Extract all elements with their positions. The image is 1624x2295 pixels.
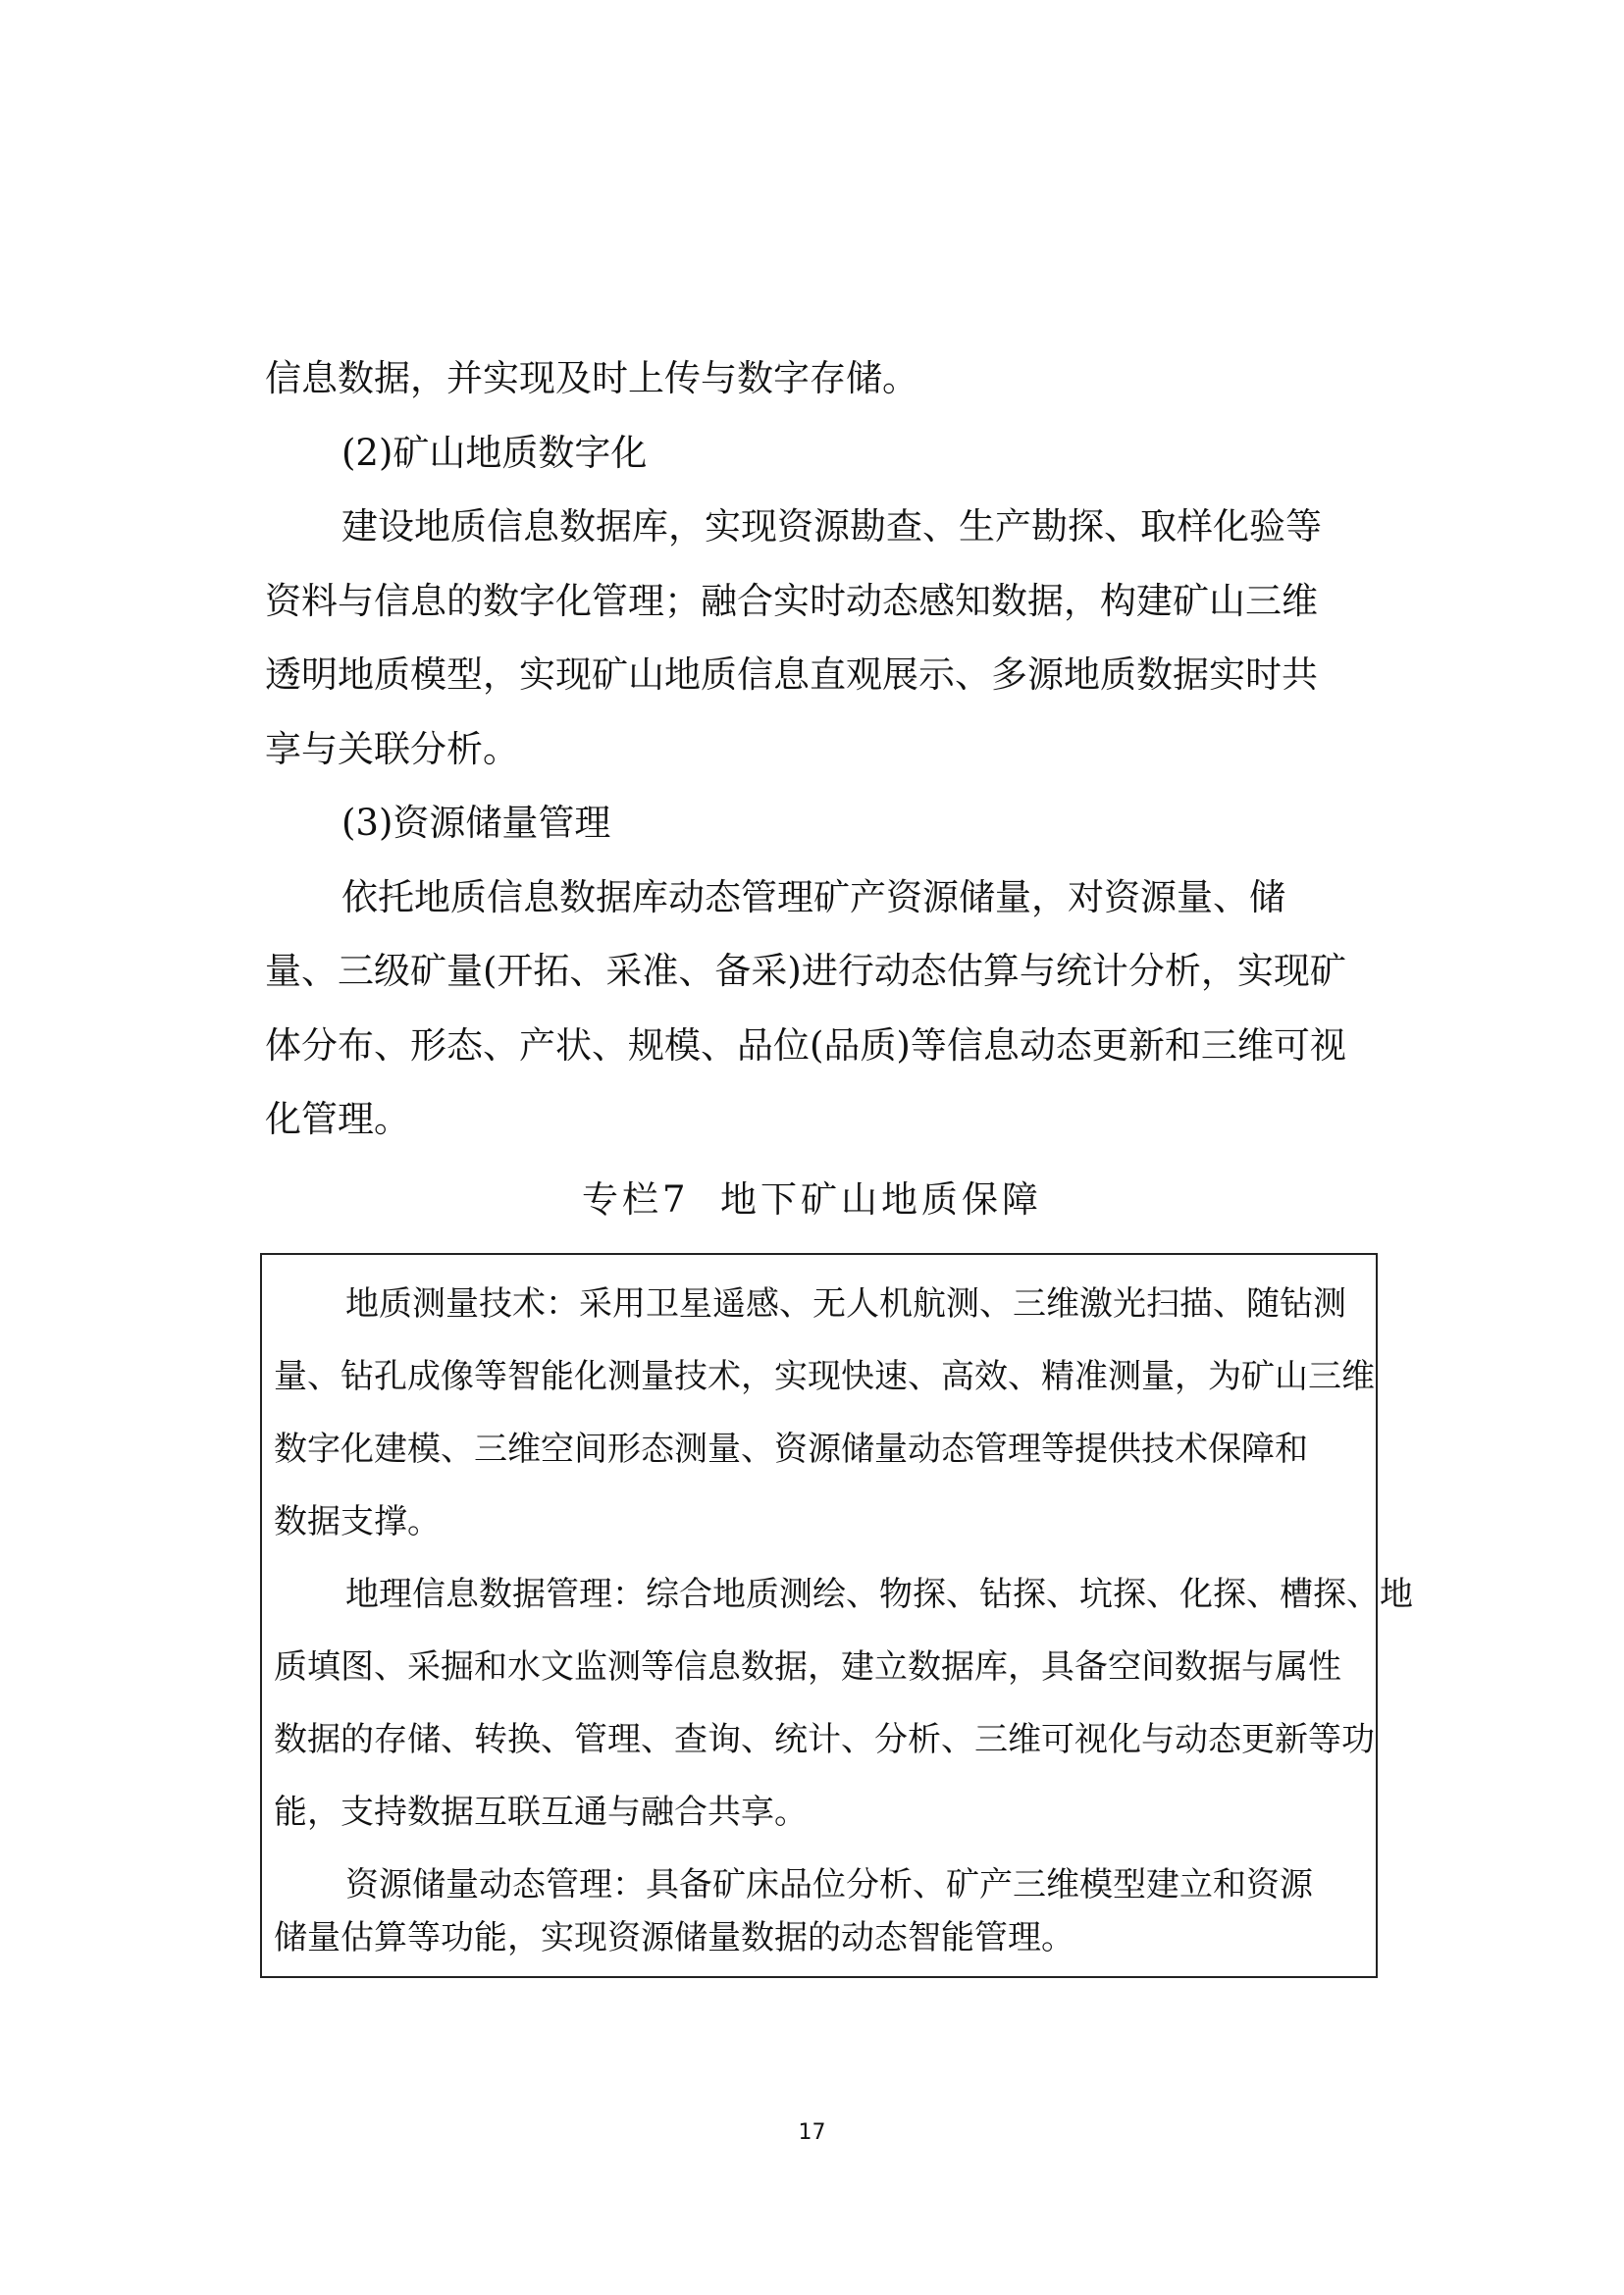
paragraph-line: 享与关联分析。 [265,728,519,770]
box-paragraph-line: 量、钻孔成像等智能化测量技术，实现快速、高效、精准测量，为矿山三维 [274,1357,1375,1396]
box-paragraph-line: 质填图、采掘和水文监测等信息数据，建立数据库，具备空间数据与属性 [274,1647,1341,1687]
paragraph-line: 体分布、形态、产状、规模、品位(品质)等信息动态更新和三维可视 [265,1024,1346,1067]
column-box [260,1253,1413,1978]
box-paragraph-line: 储量估算等功能，实现资源储量数据的动态智能管理。 [274,1918,1074,1957]
paragraph-line: 依托地质信息数据库动态管理矿产资源储量，对资源量、储 [341,876,1285,918]
paragraph-line: 量、三级矿量(开拓、采准、备采)进行动态估算与统计分析，实现矿 [265,950,1346,992]
box-paragraph-line: 资源储量动态管理：具备矿床品位分析、矿产三维模型建立和资源 [345,1865,1313,1904]
box-paragraph-line: 数据支撑。 [274,1502,441,1541]
box-paragraph-line: 能，支持数据互联互通与融合共享。 [274,1793,808,1832]
paragraph-line: 化管理。 [265,1098,410,1140]
box-paragraph-line: 数据的存储、转换、管理、查询、统计、分析、三维可视化与动态更新等功 [274,1720,1375,1759]
paragraph-line: 透明地质模型，实现矿山地质信息直观展示、多源地质数据实时共 [265,653,1318,696]
column-title: 专栏7 地下矿山地质保障 [581,1178,1043,1221]
paragraph-line: 资料与信息的数字化管理；融合实时动态感知数据，构建矿山三维 [265,580,1318,622]
section-heading-2: (2)矿山地质数字化 [341,432,648,474]
box-paragraph-line: 地质测量技术：采用卫星遥感、无人机航测、三维激光扫描、随钻测 [345,1284,1346,1324]
box-paragraph-line: 地理信息数据管理：综合地质测绘、物探、钻探、坑探、化探、槽探、地 [345,1575,1413,1614]
box-paragraph-line: 数字化建模、三维空间形态测量、资源储量动态管理等提供技术保障和 [274,1430,1308,1469]
body-text-line: 信息数据，并实现及时上传与数字存储。 [265,357,918,399]
paragraph-line: 建设地质信息数据库，实现资源勘查、生产勘探、取样化验等 [341,505,1322,548]
page-number: 17 [798,2120,826,2145]
section-heading-3: (3)资源储量管理 [341,802,611,844]
